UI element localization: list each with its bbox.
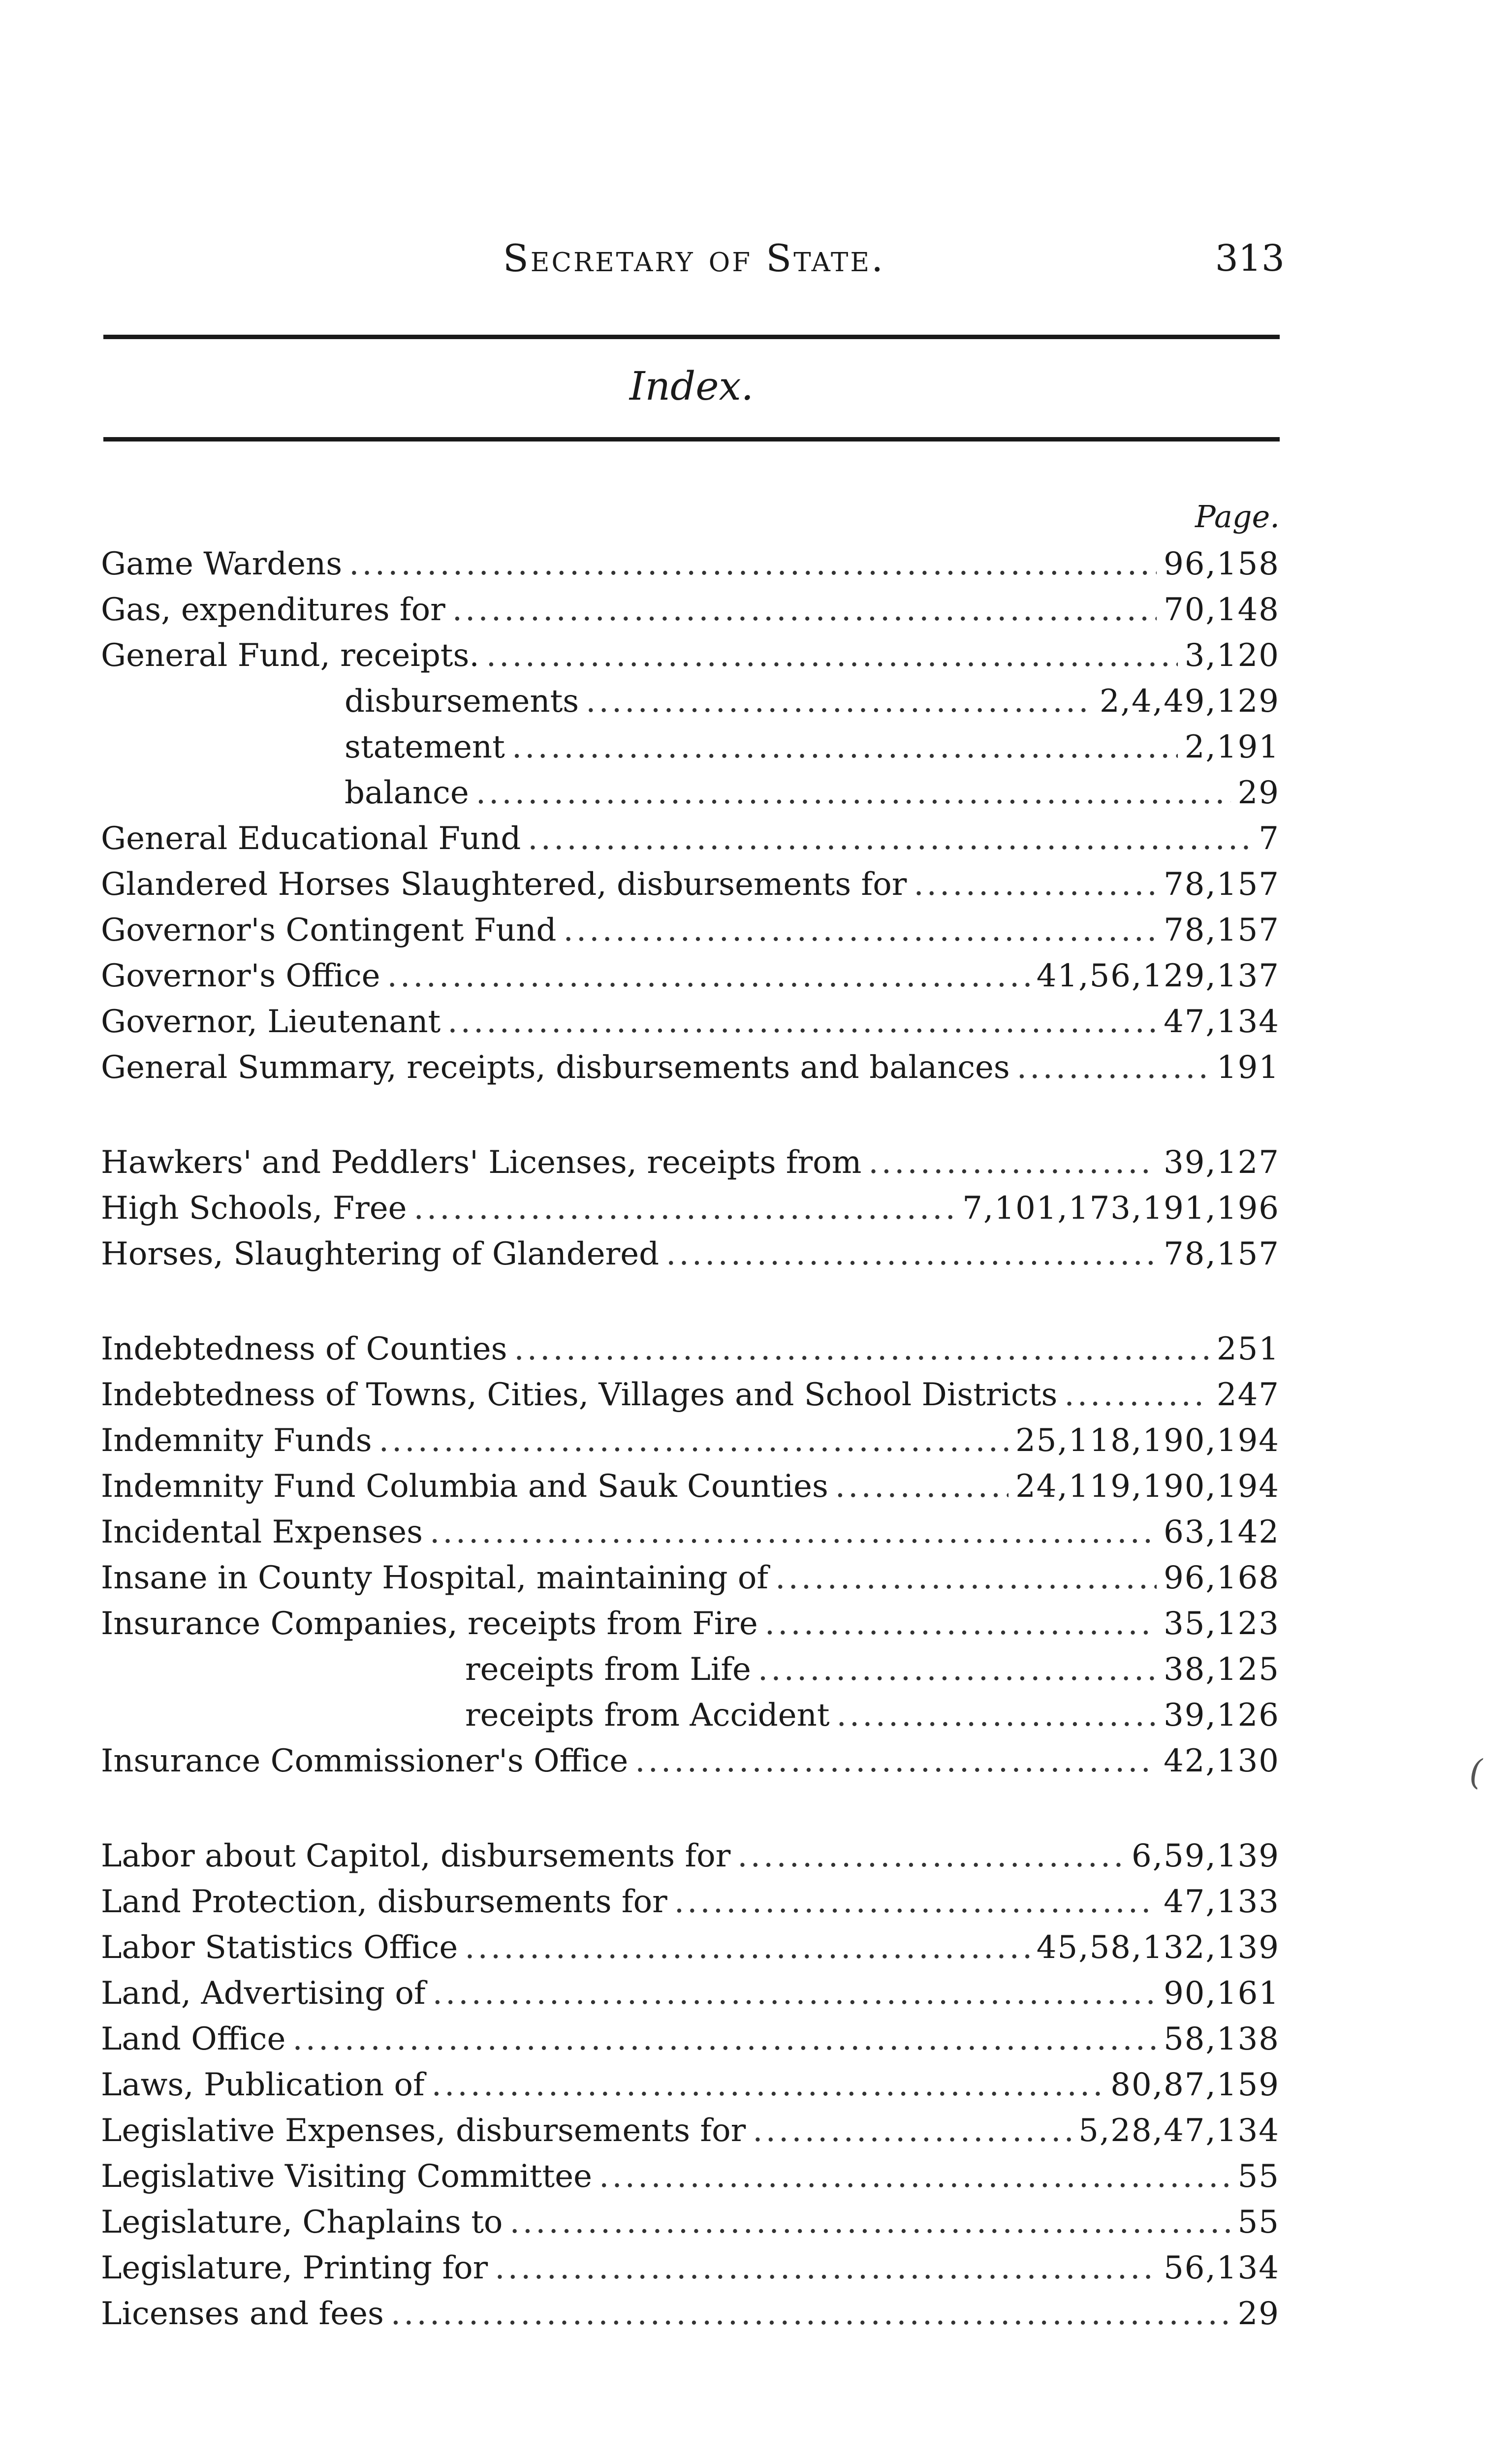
index-entry [101, 1971, 1285, 2017]
entry-pages: 2,191 [1184, 729, 1280, 765]
dot-leader [379, 1418, 1008, 1464]
dot-leader [465, 1925, 1030, 1971]
dot-leader [486, 633, 1178, 679]
entry-pages: 78,157 [1164, 1236, 1280, 1272]
index-entry [101, 2291, 1285, 2337]
index-entry [101, 1231, 1285, 1277]
dot-leader [452, 587, 1157, 633]
index-entry [101, 1833, 1285, 1879]
page-number: 313 [1215, 237, 1285, 280]
dot-leader [292, 2017, 1157, 2062]
index-entry [101, 816, 1285, 862]
index-list [101, 492, 1285, 2337]
dot-leader [514, 1326, 1209, 1372]
entry-pages: 251 [1216, 1331, 1280, 1367]
index-entry [101, 1464, 1285, 1510]
dot-leader [599, 2154, 1231, 2200]
entry-pages: 6,59,139 [1132, 1838, 1280, 1874]
dot-leader [391, 2291, 1231, 2337]
index-entry [101, 1601, 1285, 1647]
index-subentry [101, 679, 1285, 725]
index-entry [101, 2200, 1285, 2245]
index-entry [101, 953, 1285, 999]
entry-label: Indemnity Funds [101, 1422, 372, 1459]
index-entry [101, 862, 1285, 908]
dot-leader [835, 1464, 1008, 1510]
dot-leader [666, 1231, 1157, 1277]
entry-pages: 47,133 [1164, 1884, 1280, 1920]
entry-label: statement [345, 729, 505, 765]
entry-label: Land Office [101, 2021, 286, 2057]
entry-pages: 41,56,129,137 [1036, 958, 1280, 994]
top-rule [103, 335, 1280, 339]
dot-leader [1064, 1372, 1210, 1418]
entry-pages: 96,168 [1164, 1560, 1280, 1596]
entry-pages: 5,28,47,134 [1078, 2113, 1280, 2149]
entry-pages: 2,4,49,129 [1099, 683, 1280, 720]
index-entry [101, 1045, 1285, 1091]
entry-pages: 58,138 [1164, 2021, 1280, 2057]
dot-leader [765, 1601, 1157, 1647]
entry-pages: 3,120 [1184, 637, 1280, 674]
dot-leader [349, 541, 1157, 587]
entry-pages: 55 [1237, 2158, 1280, 2195]
entry-pages: 191 [1216, 1049, 1280, 1086]
entry-pages: 24,119,190,194 [1015, 1468, 1280, 1505]
index-entry [101, 587, 1285, 633]
entry-label: balance [345, 775, 469, 811]
dot-leader [476, 770, 1231, 816]
entry-pages: 80,87,159 [1110, 2067, 1280, 2103]
entry-label: General Fund, receipts. [101, 637, 479, 674]
entry-pages: 55 [1237, 2204, 1280, 2240]
index-subentry [101, 770, 1285, 816]
entry-pages: 47,134 [1164, 1004, 1280, 1040]
entry-label: Legislative Visiting Committee [101, 2158, 592, 2195]
entry-label: Governor's Contingent Fund [101, 912, 557, 948]
dot-leader [586, 679, 1093, 725]
dot-leader [868, 1140, 1157, 1186]
entry-label: Game Wardens [101, 546, 343, 582]
entry-label: Hawkers' and Peddlers' Licenses, receipts from [101, 1144, 862, 1181]
dot-leader [512, 725, 1178, 770]
entry-pages: 35,123 [1164, 1606, 1280, 1642]
running-title: Secretary of State. [503, 236, 885, 280]
entry-label: Insurance Companies, receipts from Fire [101, 1606, 758, 1642]
entry-label: Legislature, Chaplains to [101, 2204, 503, 2240]
entry-pages: 90,161 [1164, 1975, 1280, 2012]
index-entry [101, 1555, 1285, 1601]
entry-pages: 56,134 [1164, 2250, 1280, 2286]
dot-leader [1017, 1045, 1210, 1091]
entry-pages: 42,130 [1164, 1743, 1280, 1779]
entry-label: Gas, expenditures for [101, 592, 445, 628]
index-entry [101, 1140, 1285, 1186]
dot-leader [758, 1647, 1157, 1693]
entry-pages: 25,118,190,194 [1015, 1422, 1280, 1459]
entry-pages: 78,157 [1164, 866, 1280, 903]
entry-label: receipts from Accident [465, 1697, 830, 1734]
index-entry [101, 633, 1285, 679]
index-entry [101, 2154, 1285, 2200]
index-subentry [101, 1693, 1285, 1738]
entry-label: Horses, Slaughtering of Glandered [101, 1236, 660, 1272]
entry-pages: 29 [1237, 775, 1280, 811]
index-entry [101, 1186, 1285, 1231]
entry-label: Indemnity Fund Columbia and Sauk Counties [101, 1468, 828, 1505]
index-subentry [101, 1647, 1285, 1693]
index-entry [101, 1738, 1285, 1784]
entry-pages: 39,127 [1164, 1144, 1280, 1181]
dot-leader [914, 862, 1157, 908]
dot-leader [414, 1186, 956, 1231]
index-entry [101, 541, 1285, 587]
entry-label: Land Protection, disbursements for [101, 1884, 667, 1920]
entry-label: Insurance Commissioner's Office [101, 1743, 629, 1779]
section-title: Index. [629, 363, 754, 409]
entry-pages: 39,126 [1164, 1697, 1280, 1734]
dot-leader [528, 816, 1252, 862]
entry-pages: 7,101,173,191,196 [962, 1190, 1280, 1227]
entry-pages: 38,125 [1164, 1651, 1280, 1688]
dot-leader [635, 1738, 1157, 1784]
index-entry [101, 2062, 1285, 2108]
entry-label: Laws, Publication of [101, 2067, 425, 2103]
entry-label: Licenses and fees [101, 2296, 384, 2332]
entry-label: Legislative Expenses, disbursements for [101, 2113, 746, 2149]
index-entry [101, 999, 1285, 1045]
dot-leader [753, 2108, 1071, 2154]
dot-leader [509, 2200, 1230, 2245]
entry-pages: 29 [1237, 2296, 1280, 2332]
index-entry [101, 2017, 1285, 2062]
bottom-rule [103, 437, 1280, 442]
entry-pages: 63,142 [1164, 1514, 1280, 1550]
entry-label: Incidental Expenses [101, 1514, 423, 1550]
entry-label: Legislature, Printing for [101, 2250, 488, 2286]
entry-label: High Schools, Free [101, 1190, 407, 1227]
entry-label: Indebtedness of Counties [101, 1331, 507, 1367]
entry-label: Labor about Capitol, disbursements for [101, 1838, 731, 1874]
dot-leader [447, 999, 1157, 1045]
index-entry [101, 1925, 1285, 1971]
index-subentry [101, 725, 1285, 770]
dot-leader [495, 2245, 1157, 2291]
index-entry [101, 2108, 1285, 2154]
dot-leader [563, 908, 1157, 953]
index-entry [101, 1372, 1285, 1418]
entry-label: Land, Advertising of [101, 1975, 426, 2012]
index-entry [101, 1418, 1285, 1464]
entry-label: receipts from Life [465, 1651, 751, 1688]
page-column-heading: Page. [1195, 499, 1280, 535]
entry-pages: 70,148 [1164, 592, 1280, 628]
entry-label: General Educational Fund [101, 820, 521, 857]
entry-label: Governor's Office [101, 958, 380, 994]
dot-leader [430, 1510, 1157, 1555]
entry-label: General Summary, receipts, disbursements and balances [101, 1049, 1010, 1086]
index-entry [101, 1879, 1285, 1925]
index-entry [101, 1510, 1285, 1555]
entry-label: Labor Statistics Office [101, 1929, 458, 1966]
running-head [103, 231, 1285, 285]
dot-leader [433, 1971, 1157, 2017]
entry-label: Governor, Lieutenant [101, 1004, 441, 1040]
index-entry [101, 1326, 1285, 1372]
index-entry [101, 908, 1285, 953]
index-entry [101, 2245, 1285, 2291]
dot-leader [737, 1833, 1125, 1879]
entry-pages: 7 [1259, 820, 1280, 857]
dot-leader [387, 953, 1030, 999]
dot-leader [674, 1879, 1157, 1925]
dot-leader [837, 1693, 1157, 1738]
dot-leader [432, 2062, 1104, 2108]
entry-label: Indebtedness of Towns, Cities, Villages and School Districts [101, 1377, 1058, 1413]
entry-label: Glandered Horses Slaughtered, disbursements for [101, 866, 907, 903]
entry-label: disbursements [345, 683, 579, 720]
entry-pages: 78,157 [1164, 912, 1280, 948]
entry-pages: 96,158 [1164, 546, 1280, 582]
entry-pages: 247 [1216, 1377, 1280, 1413]
margin-pencil-mark: ( [1469, 1752, 1483, 1793]
dot-leader [775, 1555, 1157, 1601]
entry-pages: 45,58,132,139 [1036, 1929, 1280, 1966]
entry-label: Insane in County Hospital, maintaining of [101, 1560, 769, 1596]
